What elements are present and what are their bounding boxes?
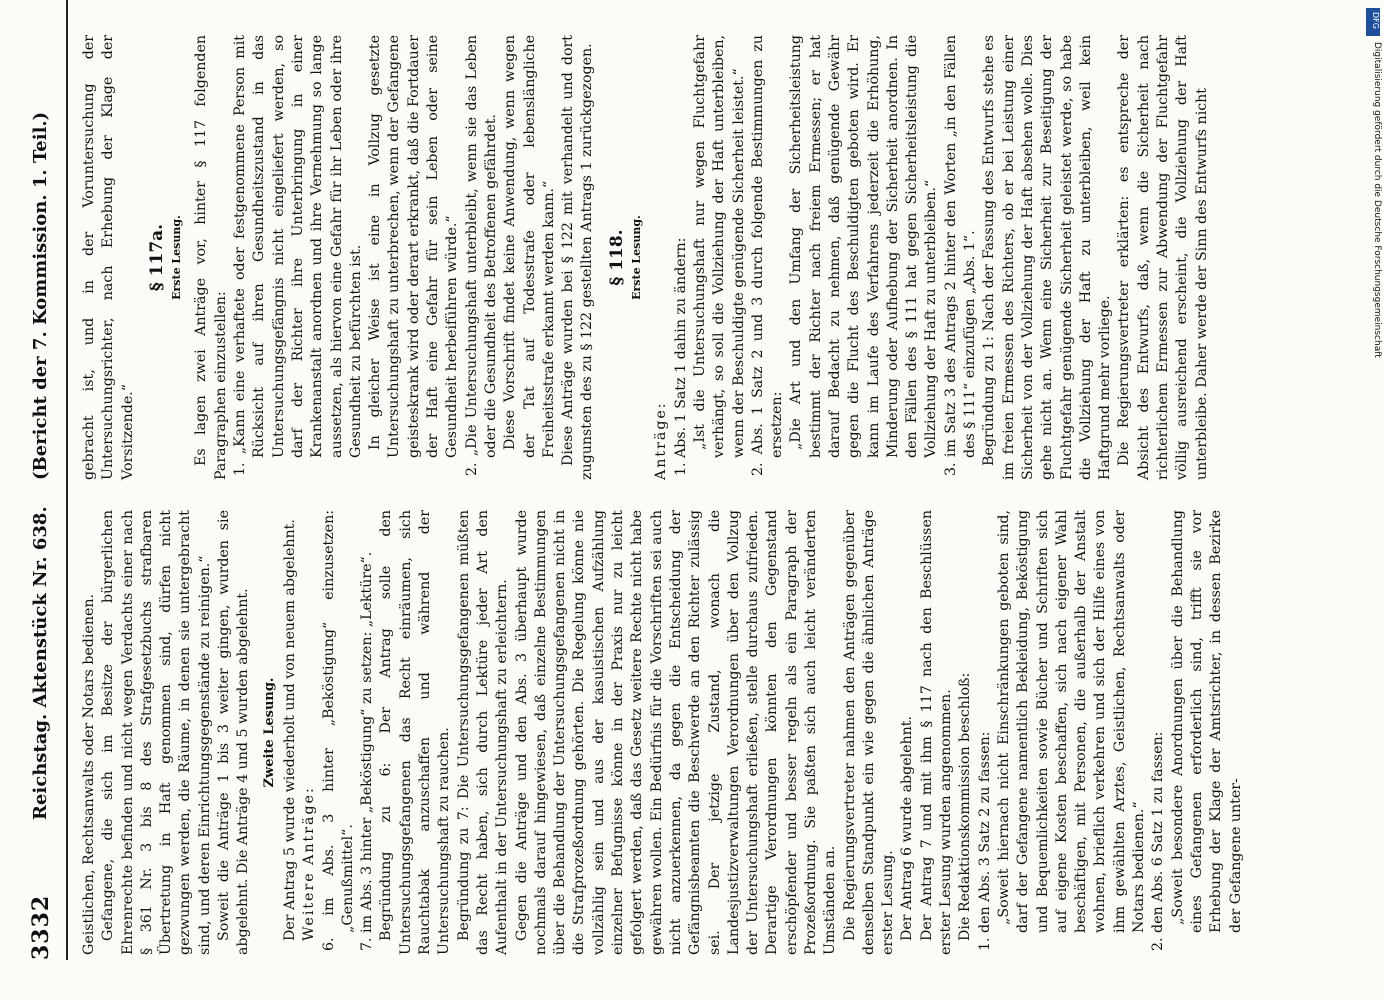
funding-text: Digitalisierung gefördert durch die Deutsche Forschungsgemeinschaft [1372,42,1382,358]
paragraph: Anträge: [653,401,670,480]
paragraph: Der Antrag 5 wurde wiederholt und von neuem abgelehnt. [281,519,298,941]
paragraph: Geistlichen, Rechtsanwalts oder Notars bedienen. [81,593,97,955]
paragraph: Die Regierungsvertreter erklärten: es entspreche der Absicht des Entwurfs, daß, wenn die Sicherheit nach richterlichem Ermessen zur Abwendung der Fluchtgefahr völlig ausreichend erscheint, die Vollziehung der Haft unterbleibe. Daher werde der Sinn des Entwurfs nicht [1116,35,1210,480]
dfg-logo-text: DFG [1371,12,1380,29]
paragraph: Soweit die Anträge 1 bis 3 weiter gingen, wurden sie abgelehnt. Die Anträge 4 und 5 wurden abgelehnt. [216,510,252,955]
quoted-paragraph: In gleicher Weise ist eine in Vollzug gesetzte Untersuchungshaft zu unterbrechen, wenn der Gefangene geisteskrank wird oder derart erkrankt, daß die Fortdauer der Haft eine Gefahr für sein Leben oder seine Gesundheit herbeiführen würde.“ [367,35,461,458]
paragraph: Begründung zu 1: Nach der Fassung des Entwurfs stehe es im freien Ermessen des Richters, ob er bei Leistung einer Sicherheit von der Vollziehung der Haft absehen wolle. Dies gehe nicht an. Wenn eine Sicherheit zur Beseitigung der Fluchtgefahr genügende Sicherheit geleistet werde, so habe die Vollziehung der Haft zu unterbleiben, weil kein Haftgrund mehr vorliege. [981,35,1114,480]
section-heading: § 118. [606,229,627,286]
funding-text-box [1364,42,1382,732]
quoted-paragraph: „Soweit besondere Anordnungen über die Behandlung eines Gefangenen erforderlich sind, trifft sie vor Erhebung der Klage der Amtsrichter, in dessen Bezirke der Gefangene unter- [1169,510,1244,933]
list-item: 1. „Kann eine verhaftete oder festgenommene Person mit Rücksicht auf ihren Gesundheitszustand in das Untersuchungsgefängnis nicht eingeliefert werden, so darf der Richter ihre Unterbringung in einer Krankenanstalt anordnen und ihre Vernehmung so lange aussetzen, als hiervon eine Gefahr für ihr Leben oder ihre Gesundheit zu befürchten ist. [232,35,364,476]
paragraph: Der Antrag 6 wurde abgelehnt. [899,715,916,941]
list-item: 6. im Abs. 3 hinter „Beköstigung“ einzusetzen: „Genußmittel“. [320,510,356,951]
paragraph: Die Redaktionskommission beschloß: [957,672,974,941]
list-item: 2. „Die Untersuchungshaft unterbleibt, wenn sie das Leben oder die Gesundheit des Betroffenen gefährdet. [463,35,499,476]
dfg-logo [1366,8,1380,36]
list-item: 2. Abs. 1 Satz 2 und 3 durch folgende Bestimmungen zu ersetzen: [749,35,786,476]
paragraph: Die Regierungsvertreter nahmen den Anträgen gegenüber denselben Standpunkt ein wie gegen die ähnlichen Anträge erster Lesung. [841,510,897,955]
header-rule [66,0,68,960]
page-number: 3332 [28,894,54,960]
paragraph: Diese Anträge wurden bei § 122 mit verhandelt und dort zugunsten des zu § 122 gestellten Antrags 1 zurückgezogen. [560,35,596,480]
page-header [0,0,70,1000]
header-title: Reichstag. Aktenstück Nr. 638. [30,506,51,820]
quoted-paragraph: „Die Art und den Umfang der Sicherheitsleistung bestimmt der Richter nach freiem Ermessen; er hat darauf Bedacht zu nehmen, daß genügende Gewähr gegen die Flucht des Beschuldigten geboten wird. Er kann im Laufe des Verfahrens jederzeit die Erhöhung, Minderung oder Aufhebung der Sicherheit anordnen. In den Fällen des § 111 hat gegen Sicherheitsleistung die Vollziehung der Haft zu unterbleiben.“ [788,35,940,458]
paragraph: Es lagen zwei Anträge vor, hinter § 117 folgenden Paragraphen einzustellen: [193,35,229,480]
list-item: 2. den Abs. 6 Satz 1 zu fassen: [1150,731,1167,951]
paragraph: Weitere Anträge: [301,786,318,941]
paragraph: Der Antrag 7 und mit ihm § 117 nach den Beschlüssen erster Lesung wurden angenommen. [918,510,955,955]
paragraph: Gefangene, die sich im Besitze der bürgerlichen Ehrenrechte befinden und nicht wegen Verdachts einer nach § 361 Nr. 3 bis 8 des Strafgesetzbuchs strafbaren Übertretung in Haft genommen sind, dürfen nicht gezwungen werden, die Räume, in denen sie untergebracht sind, und deren Einrichtungsgegenstände zu reinigen.“ [100,510,213,955]
quoted-paragraph: „Ist die Untersuchungshaft nur wegen Fluchtgefahr verhängt, so soll die Vollziehung der Haft unterbleiben, wenn der Beschuldigte genügende Sicherheit leistet.“ [691,35,747,458]
text-column-left [80,510,1246,955]
list-item: 1. Abs. 1 Satz 1 dahin zu ändern: [672,237,689,476]
list-item: 3. im Satz 3 des Antrags 2 hinter den Worten „in den Fällen des § 111“ einzufügen „Abs. 1“. [942,35,979,476]
section-heading: § 117a. [146,223,167,292]
list-item: 1. den Abs. 3 Satz 2 zu fassen: [976,731,993,951]
section-heading: Zweite Lesung. [261,677,277,788]
paragraph: Begründung zu 6: Der Antrag solle den Untersuchungsgefangenen das Recht einräumen, sich Rauchtabak anzuschaffen und während der Untersuchungshaft zu rauchen. [378,510,453,955]
section-subheading: Erste Lesung. [630,215,644,300]
section-subheading: Erste Lesung. [170,215,184,300]
quoted-paragraph: Diese Vorschrift findet keine Anwendung, wenn wegen der Tat auf Todesstrafe oder lebenslängliche Freiheitsstrafe erkannt werden kann.“ [502,35,557,458]
paragraph: gebracht ist, und in der Voruntersuchung der Untersuchungsrichter, nach Erhebung der Klage der Vorsitzende.“ [81,35,136,480]
text-column-right [80,35,1212,480]
paragraph: Gegen die Anträge und den Abs. 3 überhaupt wurde nochmals darauf hingewiesen, daß einzelne Bestimmungen über die Behandlung der Untersuchungsgefangenen nicht in die Strafprozeßordnung gehörten. Die Regelung könne nie vollzählig sein und aus der kasuistischen Aufzählung einzelner Befugnisse könne in der Praxis nur zu leicht gefolgert werden, daß das Gesetz weitere Rechte nicht habe gewähren wollen. Ein Bedürfnis für die Vorschriften sei auch nicht anzuerkennen, da gegen die Entscheidung der Gefängnisbeamten die Beschwerde an den Richter zulässig sei. Der jetzige Zustand, wonach die Landesjustizverwaltungen Verordnungen über den Vollzug der Untersuchungshaft erließen, stelle durchaus zufrieden. Derartige Verordnungen könnten den Gegenstand erschöpfender und besser regeln als ein Paragraph der Prozeßordnung. Sie paßten sich auch leicht veränderten Umständen an. [513,510,839,955]
quoted-paragraph: „Soweit hiernach nicht Einschränkungen geboten sind, darf der Gefangene namentlich Bekleidung, Beköstigung und Bequemlichkeiten sowie Bücher und Schriften sich auf eigene Kosten beschaffen, sich nach eigener Wahl beschäftigen, mit Personen, die außerhalb der Anstalt wohnen, brieflich verkehren und sich der Hilfe eines von ihm gewählten Arztes, Geistlichen, Rechtsanwalts oder Notars bedienen.“ [995,510,1148,933]
header-subtitle: (Bericht der 7. Kommission. 1. Teil.) [30,111,51,480]
funding-note [1366,8,1380,728]
paragraph: Begründung zu 7: Die Untersuchungsgefangenen müßten das Recht haben, sich durch Lektüre jeder Art den Aufenthalt in der Untersuchungshaft zu erleichtern. [455,510,511,955]
list-item: 7. im Abs. 3 hinter „Beköstigung“ zu setzen: „Lektüre“. [359,551,376,951]
